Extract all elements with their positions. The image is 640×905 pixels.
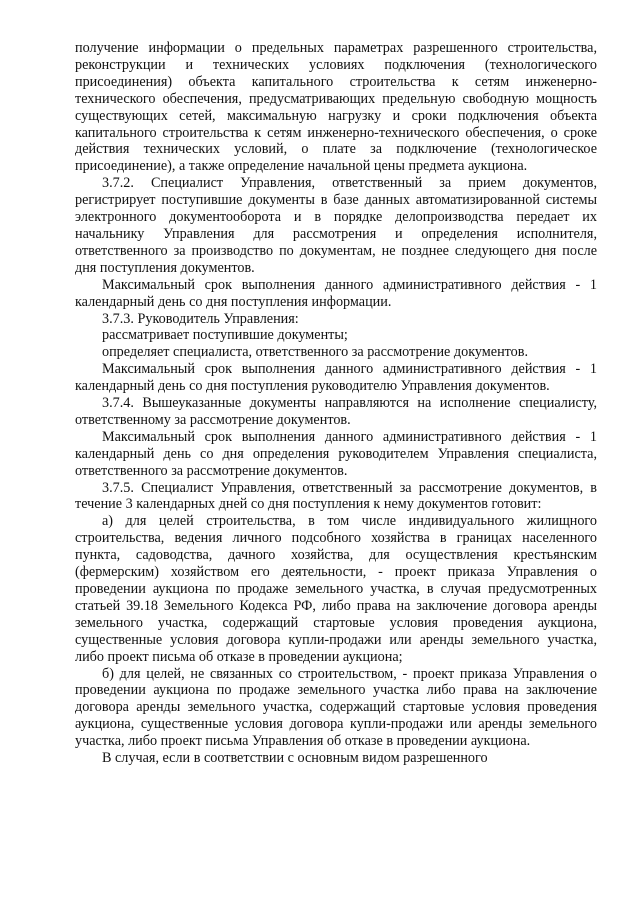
paragraph: рассматривает поступившие документы; — [102, 327, 348, 344]
paragraph: Максимальный срок выполнения данного административного действия - 1 календарный день со дня поступления информации. — [75, 276, 597, 310]
paragraph: получение информации о предельных параметрах разрешенного строительства, реконструкции и технических условиях подключения (технологического присоединения) объекта капитального строительства к сетям инженерно-технического обеспечения, предусматривающих предельную свободную мощность существующих сетей, максимальную нагрузку и сроки подключения объекта капитального строительства к сетям инженерно-технического обеспечения, о сроке действия технических условий, о плате за подключение (технологическое присоединение), а также определение начальной цены предмета аукциона. — [75, 40, 597, 175]
paragraph: определяет специалиста, ответственного за рассмотрение документов. — [102, 344, 529, 361]
paragraph: 3.7.2. Специалист Управления, ответственный за прием документов, регистрирует поступившие документы в базе данных автоматизированной системы электронного документооборота и в порядке делопроизводства передает их начальнику Управления для рассмотрения и определения исполнителя, ответственного за производство по документам, не позднее следующего дня после дня поступления документов. — [75, 175, 597, 276]
document-body — [75, 40, 597, 767]
paragraph: а) для целей строительства, в том числе индивидуального жилищного строительства, ведения личного подсобного хозяйства в границах населенного пункта, садоводства, дачного хозяйства, для осуществления крестьянским (фермерским) хозяйством его деятельности, - проект приказа Управления о проведении аукциона по продаже земельного участка, в случая предусмотренных статьей 39.18 Земельного Кодекса РФ, либо права на заключение договора аренды земельного участка, содержащий стартовые условия проведения аукциона, существенные условия договора купли-продажи или аренды земельного участка, либо проект письма об отказе в проведении аукциона; — [75, 513, 597, 665]
paragraph: б) для целей, не связанных со строительством, - проект приказа Управления о проведении аукциона по продаже земельного участка либо права на заключение договора аренды земельного участка, содержащий стартовые условия проведения аукциона, существенные условия договора купли-продажи или аренды земельного участка, либо проект письма Управления об отказе в проведении аукциона. — [75, 665, 597, 750]
paragraph: 3.7.3. Руководитель Управления: — [102, 310, 299, 327]
paragraph: Максимальный срок выполнения данного административного действия - 1 календарный день со дня определения руководителем Управления специалиста, ответственного за рассмотрение документов. — [75, 428, 597, 479]
paragraph: В случая, если в соответствии с основным видом разрешенного — [102, 750, 488, 767]
paragraph: 3.7.5. Специалист Управления, ответственный за рассмотрение документов, в течение 3 календарных дней со дня поступления к нему документов готовит: — [75, 479, 597, 513]
paragraph: 3.7.4. Вышеуказанные документы направляются на исполнение специалисту, ответственному за рассмотрение документов. — [75, 395, 597, 428]
paragraph: Максимальный срок выполнения данного административного действия - 1 календарный день со дня поступления руководителю Управления документов. — [75, 361, 597, 395]
